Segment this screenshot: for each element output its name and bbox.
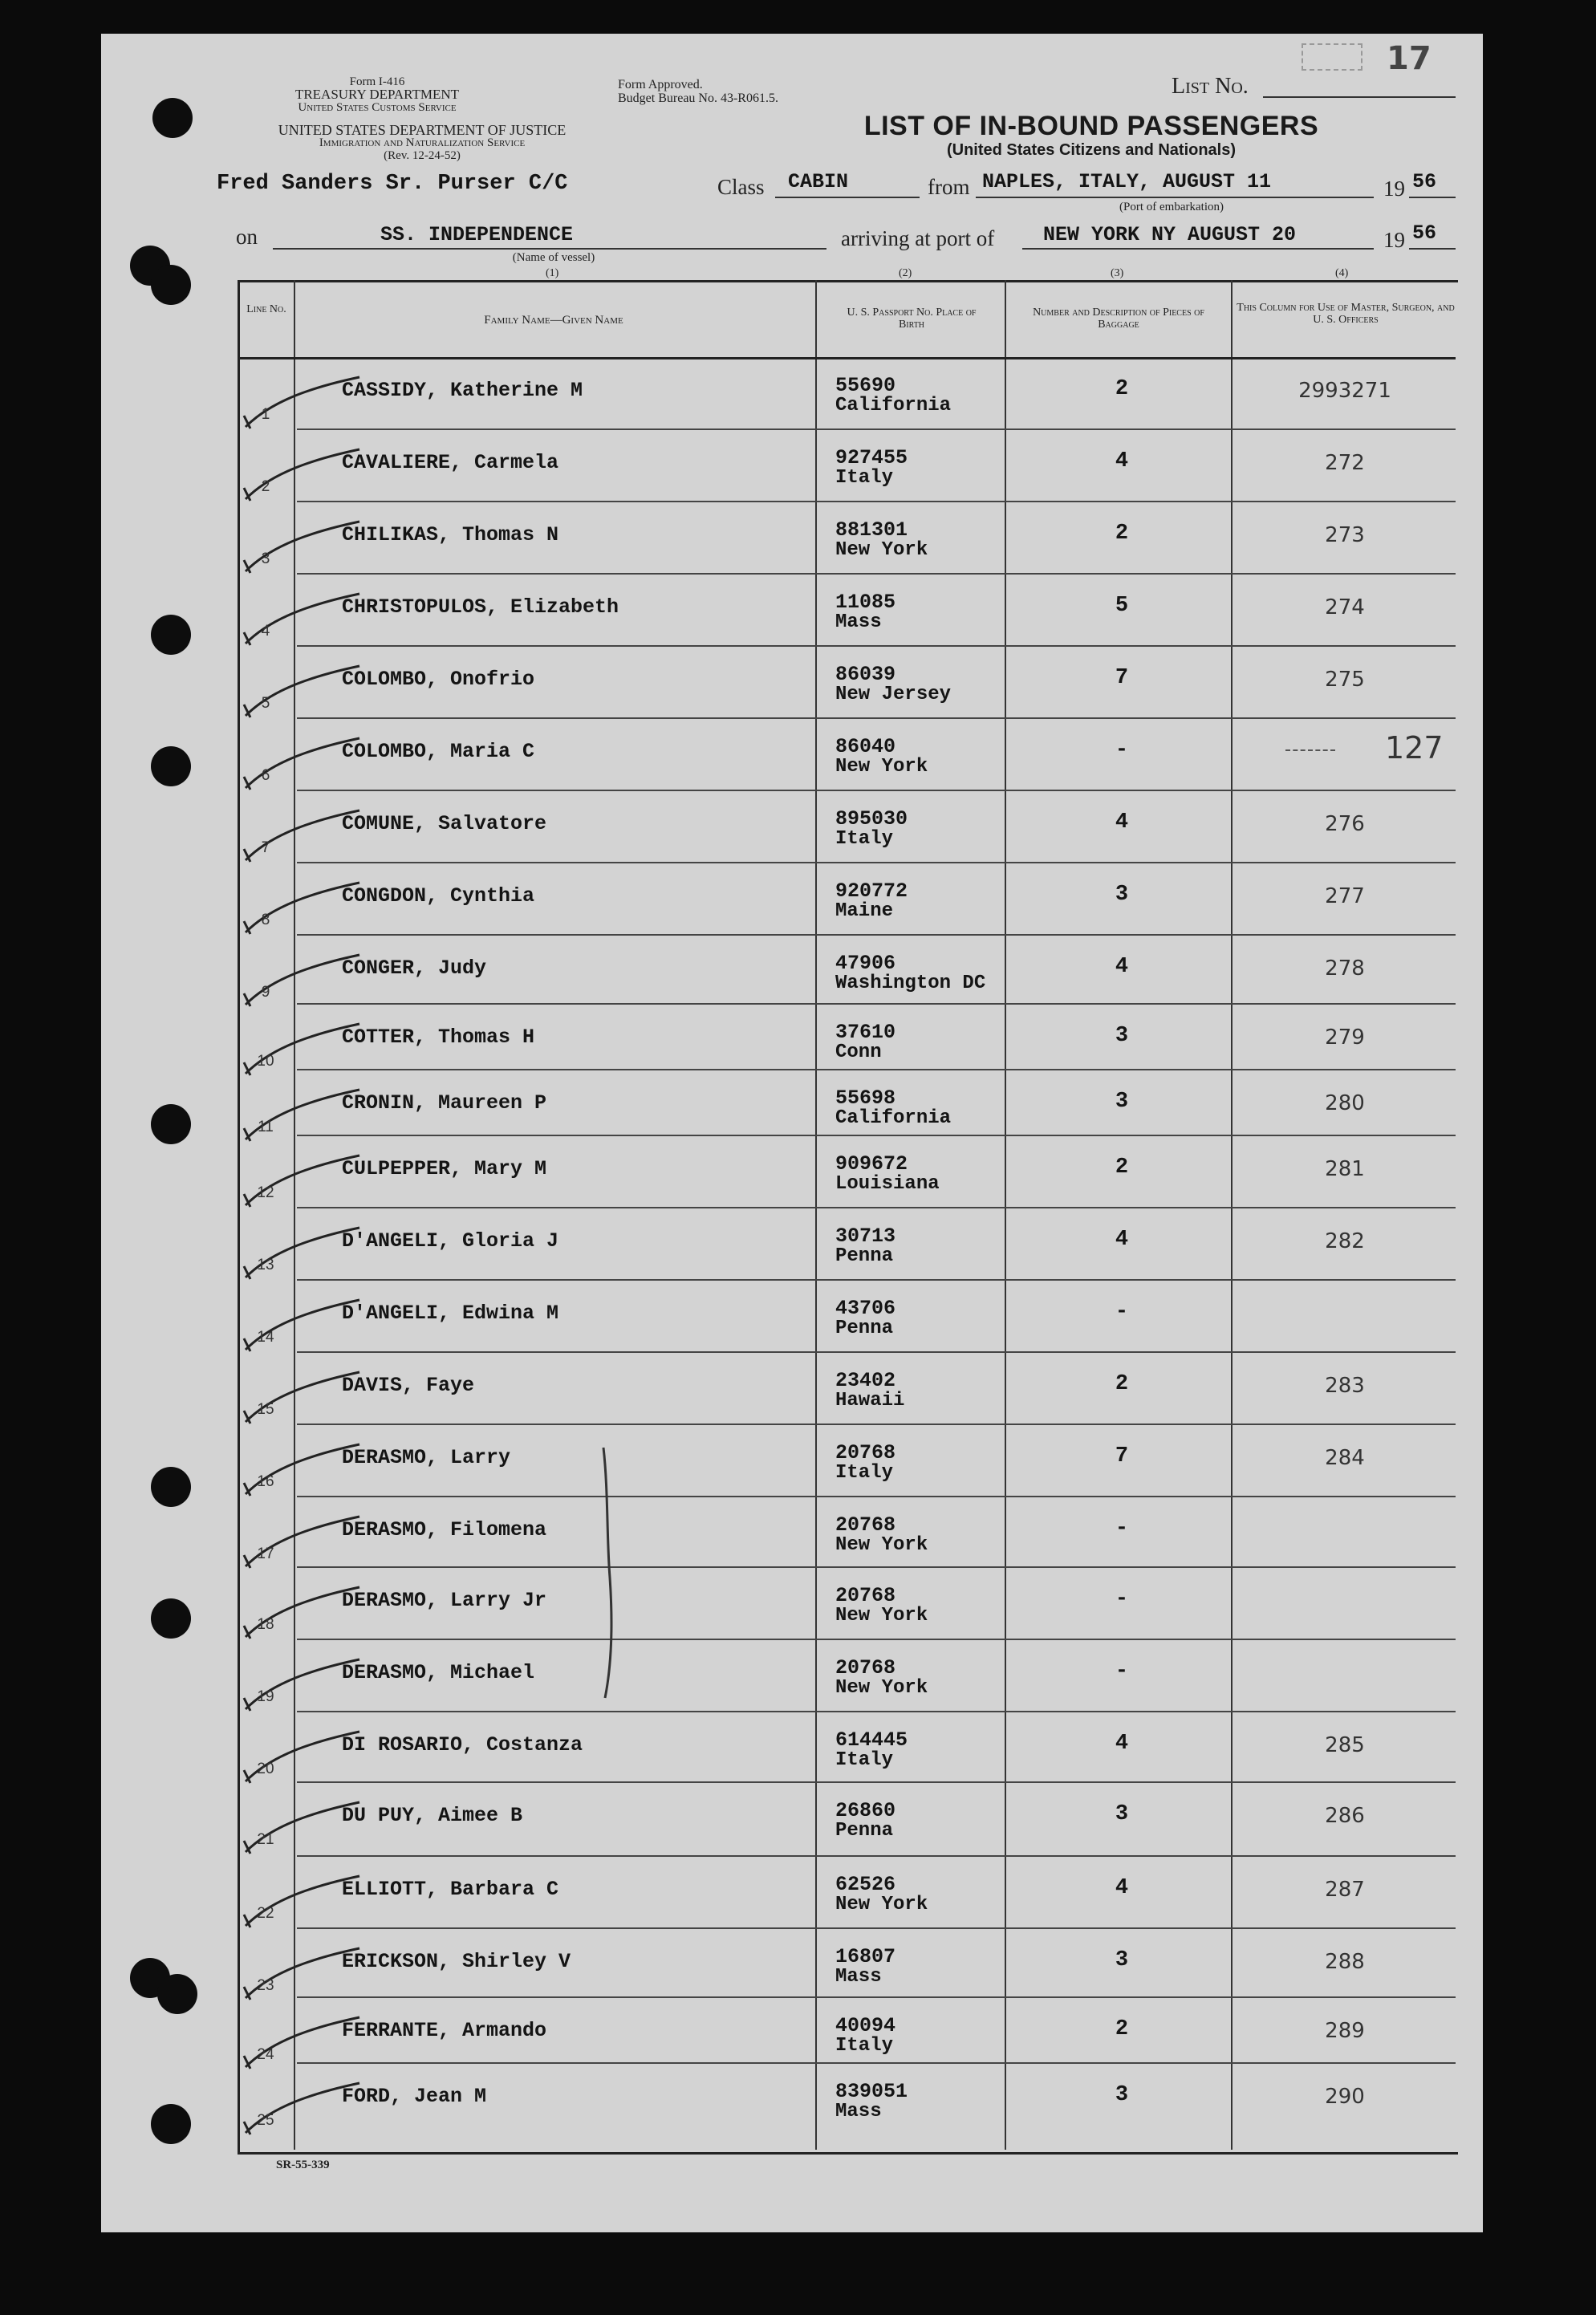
- line-number: 6: [261, 767, 270, 784]
- passenger-name: CULPEPPER, Mary M: [342, 1157, 547, 1180]
- official-number: 285: [1325, 1733, 1365, 1757]
- line-number: 12: [257, 1184, 274, 1201]
- passenger-name: DERASMO, Larry: [342, 1446, 511, 1469]
- place-of-birth: Penna: [835, 1820, 894, 1842]
- vessel-name: SS. INDEPENDENCE: [380, 223, 574, 246]
- passport-number: 20768: [835, 1441, 896, 1464]
- punch-hole: [151, 1104, 191, 1144]
- place-of-birth: Italy: [835, 467, 894, 489]
- place-of-birth: New York: [835, 1605, 928, 1627]
- place-of-birth: Washington DC: [835, 973, 986, 994]
- passenger-name: ERICKSON, Shirley V: [342, 1950, 571, 1973]
- customs-service: United States Customs Service: [298, 101, 457, 114]
- line-number: 10: [257, 1053, 274, 1070]
- passport-number: 37610: [835, 1021, 896, 1044]
- table-row: [238, 1929, 1456, 2001]
- baggage-count: 3: [1115, 1948, 1129, 1972]
- place-of-birth: Hawaii: [835, 1390, 905, 1411]
- purser-name: Fred Sanders Sr. Purser C/C: [217, 172, 568, 196]
- line-number: 8: [261, 912, 270, 928]
- baggage-count: 3: [1115, 1090, 1129, 1114]
- row-midline: [815, 464, 1456, 465]
- table-row: [238, 863, 1456, 936]
- official-number: 275: [1325, 668, 1365, 692]
- row-midline: [815, 1459, 1456, 1460]
- col-header-name: Family Name—Given Name: [484, 314, 623, 327]
- baggage-count: 2: [1115, 1372, 1129, 1396]
- official-number: 290: [1325, 2085, 1365, 2109]
- row-midline: [815, 1963, 1456, 1964]
- baggage-count: 2: [1115, 1155, 1129, 1180]
- punch-hole: [151, 615, 191, 655]
- baggage-count: 2: [1115, 522, 1129, 546]
- table-row: [238, 1712, 1456, 1785]
- passenger-name: CONGER, Judy: [342, 956, 487, 980]
- table-row: [238, 1640, 1456, 1712]
- official-number: 281: [1325, 1157, 1365, 1181]
- table-row: [238, 1497, 1456, 1570]
- place-of-birth: Italy: [835, 828, 894, 850]
- line-number: 16: [257, 1473, 274, 1490]
- form-number: Form I-416: [349, 75, 405, 88]
- line-number: 18: [257, 1616, 274, 1633]
- passport-number: 86040: [835, 735, 896, 758]
- row-midline: [815, 536, 1456, 538]
- baggage-count: 3: [1115, 1024, 1129, 1048]
- official-number: 289: [1325, 2019, 1365, 2043]
- line-number: 13: [257, 1257, 274, 1273]
- row-midline: [815, 753, 1456, 754]
- family-bracket: [594, 1441, 626, 1706]
- table-row: [238, 936, 1456, 1008]
- official-number: 282: [1325, 1229, 1365, 1253]
- baggage-count: -: [1115, 1300, 1129, 1324]
- table-row: [238, 1568, 1456, 1640]
- baggage-count: 7: [1115, 666, 1129, 690]
- row-midline: [815, 1387, 1456, 1388]
- passport-number: 26860: [835, 1799, 896, 1822]
- punch-hole: [151, 2104, 191, 2144]
- table-row: [238, 647, 1456, 719]
- official-number: 286: [1325, 1804, 1365, 1828]
- line-number: 19: [257, 1688, 274, 1705]
- passport-number: 55698: [835, 1086, 896, 1110]
- col-header-baggage: Number and Description of Pieces of Baggage: [1033, 307, 1204, 331]
- passport-number: 62526: [835, 1873, 896, 1896]
- passenger-name: CRONIN, Maureen P: [342, 1091, 547, 1115]
- passenger-name: COLOMBO, Maria C: [342, 740, 535, 763]
- vessel-name-label: (Name of vessel): [512, 251, 595, 264]
- punch-hole: [151, 1467, 191, 1507]
- place-of-birth: California: [835, 1107, 952, 1129]
- passport-number: 30713: [835, 1225, 896, 1248]
- place-of-birth: Italy: [835, 2035, 894, 2057]
- passport-number: 839051: [835, 2080, 908, 2103]
- line-number: 2: [261, 478, 270, 495]
- passenger-name: FORD, Jean M: [342, 2085, 487, 2108]
- col-header-officers: This Column for Use of Master, Surgeon, and U. S. Officers: [1237, 302, 1455, 326]
- row-midline: [815, 1602, 1456, 1603]
- place-of-birth: Italy: [835, 1749, 894, 1771]
- line-number: 25: [257, 2112, 274, 2129]
- table-row: [238, 1998, 1456, 2070]
- row-midline: [815, 2098, 1456, 2099]
- row-midline: [815, 680, 1456, 682]
- immigration-service: Immigration and Naturalization Service: [319, 136, 526, 149]
- row-midline: [815, 1170, 1456, 1172]
- passenger-name: D'ANGELI, Edwina M: [342, 1302, 559, 1325]
- row-midline: [815, 897, 1456, 899]
- passport-number: 20768: [835, 1513, 896, 1537]
- line-number: 9: [261, 984, 270, 1001]
- passenger-name: ELLIOTT, Barbara C: [342, 1878, 559, 1901]
- line-number: 11: [258, 1119, 274, 1135]
- row-midline: [815, 825, 1456, 826]
- place-of-birth: New York: [835, 1894, 928, 1915]
- table-row: [238, 1783, 1456, 1855]
- list-number: 17: [1387, 40, 1432, 77]
- row-midline: [815, 969, 1456, 971]
- place-of-birth: New York: [835, 1534, 928, 1556]
- row-midline: [815, 1104, 1456, 1106]
- passport-number: 895030: [835, 807, 908, 831]
- line-number: 24: [257, 2046, 274, 2063]
- passport-number: 47906: [835, 952, 896, 975]
- passenger-name: DAVIS, Faye: [342, 1374, 475, 1397]
- place-of-birth: Penna: [835, 1245, 894, 1267]
- baggage-count: 7: [1115, 1444, 1129, 1468]
- on-label: on: [236, 225, 258, 249]
- year-prefix: 19: [1383, 177, 1405, 201]
- from-label: from: [928, 175, 970, 199]
- official-number: 288: [1325, 1950, 1365, 1974]
- passenger-name: D'ANGELI, Gloria J: [342, 1229, 559, 1253]
- col-number-3: (3): [1111, 267, 1124, 279]
- line-number: 17: [257, 1545, 274, 1562]
- line-number: 1: [261, 406, 270, 423]
- punch-hole: [151, 1598, 191, 1639]
- place-of-birth: New Jersey: [835, 684, 952, 705]
- line-number: 20: [257, 1761, 274, 1777]
- passenger-name: CHRISTOPULOS, Elizabeth: [342, 595, 619, 619]
- row-midline: [815, 1531, 1456, 1533]
- passenger-name: COLOMBO, Onofrio: [342, 668, 535, 691]
- table-row: [238, 791, 1456, 863]
- table-row: [238, 719, 1456, 791]
- line-number: 7: [261, 839, 270, 856]
- passenger-name: DERASMO, Larry Jr: [342, 1589, 547, 1612]
- place-of-birth: Mass: [835, 1966, 882, 1988]
- place-of-birth: Maine: [835, 900, 894, 922]
- place-of-birth: Italy: [835, 1462, 894, 1484]
- passenger-name: DU PUY, Aimee B: [342, 1804, 523, 1827]
- baggage-count: 4: [1115, 1228, 1129, 1252]
- baggage-count: 4: [1115, 810, 1129, 835]
- row-midline: [815, 392, 1456, 393]
- baggage-count: 4: [1115, 1876, 1129, 1900]
- baggage-count: 4: [1115, 955, 1129, 979]
- col-number-2: (2): [899, 267, 912, 279]
- place-of-birth: California: [835, 395, 952, 416]
- form-revision: (Rev. 12-24-52): [384, 149, 461, 162]
- passenger-name: CAVALIERE, Carmela: [342, 451, 559, 474]
- list-no-label: List No.: [1172, 74, 1249, 99]
- official-number: 272: [1325, 451, 1365, 475]
- margin-note: 127: [1385, 730, 1444, 766]
- place-of-birth: Conn: [835, 1042, 882, 1063]
- official-number: 278: [1325, 956, 1365, 981]
- passport-number: 20768: [835, 1584, 896, 1607]
- arrival-port: NEW YORK NY AUGUST 20: [1043, 223, 1297, 246]
- punch-hole: [152, 98, 193, 138]
- row-midline: [815, 1817, 1456, 1818]
- table-row: [238, 2064, 1456, 2136]
- place-of-birth: New York: [835, 539, 928, 561]
- budget-bureau: Budget Bureau No. 43-R061.5.: [618, 91, 778, 105]
- passport-number: 881301: [835, 518, 908, 542]
- table-row: [238, 502, 1456, 575]
- class-label: Class: [717, 175, 765, 199]
- baggage-count: 3: [1115, 883, 1129, 907]
- col-header-passport: U. S. Passport No. Place of Birth: [847, 307, 977, 331]
- punch-hole: [157, 1974, 197, 2014]
- page-title: LIST OF IN-BOUND PASSENGERS: [863, 111, 1319, 141]
- erased-mark: [1285, 749, 1335, 753]
- passport-number: 86039: [835, 663, 896, 686]
- punch-hole: [151, 746, 191, 786]
- baggage-count: 2: [1115, 2017, 1129, 2041]
- page-subtitle: (United States Citizens and Nationals): [946, 141, 1237, 159]
- punch-hole: [151, 265, 191, 305]
- baggage-count: 5: [1115, 594, 1129, 618]
- table-row: [238, 1005, 1456, 1077]
- passport-number: 909672: [835, 1152, 908, 1176]
- justice-department: UNITED STATES DEPARTMENT OF JUSTICE: [278, 122, 567, 138]
- place-of-birth: Mass: [835, 611, 882, 633]
- baggage-count: 3: [1115, 1802, 1129, 1826]
- col-number-4: (4): [1335, 267, 1349, 279]
- row-midline: [815, 1038, 1456, 1040]
- table-row: [238, 575, 1456, 647]
- passport-number: 927455: [835, 446, 908, 469]
- passenger-name: DERASMO, Michael: [342, 1661, 535, 1684]
- baggage-count: 2: [1115, 377, 1129, 401]
- passport-number: 55690: [835, 374, 896, 397]
- table-row: [238, 1208, 1456, 1281]
- col-number-1: (1): [546, 267, 559, 279]
- row-midline: [815, 1674, 1456, 1675]
- port-embarkation-label: (Port of embarkation): [1119, 201, 1224, 213]
- passenger-name: DI ROSARIO, Costanza: [342, 1733, 583, 1757]
- passenger-name: CHILIKAS, Thomas N: [342, 523, 559, 546]
- year-prefix-2: 19: [1383, 228, 1405, 252]
- baggage-count: -: [1115, 738, 1129, 762]
- baggage-count: 4: [1115, 1732, 1129, 1756]
- passenger-name: CONGDON, Cynthia: [342, 884, 535, 908]
- official-number: 284: [1325, 1446, 1365, 1470]
- baggage-count: 4: [1115, 449, 1129, 473]
- baggage-count: -: [1115, 1659, 1129, 1683]
- passenger-name: COTTER, Thomas H: [342, 1026, 535, 1049]
- line-number: 5: [261, 695, 270, 712]
- official-number: 2993271: [1298, 379, 1391, 403]
- line-number: 22: [257, 1905, 274, 1922]
- place-of-birth: Mass: [835, 2101, 882, 2122]
- table-row: [238, 1857, 1456, 1929]
- line-number: 23: [257, 1977, 274, 1994]
- table-row: [238, 1353, 1456, 1425]
- place-of-birth: New York: [835, 756, 928, 778]
- baggage-count: 3: [1115, 2083, 1129, 2107]
- row-midline: [815, 608, 1456, 610]
- class-value: CABIN: [788, 170, 849, 193]
- table-row: [238, 1281, 1456, 1353]
- passport-number: 614445: [835, 1728, 908, 1752]
- stamp-box: [1302, 43, 1362, 71]
- line-number: 15: [257, 1401, 274, 1418]
- passenger-name: DERASMO, Filomena: [342, 1518, 547, 1541]
- official-number: 273: [1325, 523, 1365, 547]
- row-midline: [815, 2032, 1456, 2033]
- table-row: [238, 1070, 1456, 1143]
- baggage-count: -: [1115, 1517, 1129, 1541]
- passport-number: 920772: [835, 879, 908, 903]
- footer-code: SR-55-339: [276, 2159, 330, 2171]
- table-row: [238, 430, 1456, 502]
- passenger-name: FERRANTE, Armando: [342, 2019, 547, 2042]
- passport-number: 11085: [835, 591, 896, 614]
- official-number: 283: [1325, 1374, 1365, 1398]
- place-of-birth: New York: [835, 1677, 928, 1699]
- baggage-count: -: [1115, 1587, 1129, 1611]
- passenger-name: COMUNE, Salvatore: [342, 812, 547, 835]
- line-number: 21: [257, 1831, 274, 1848]
- row-midline: [815, 1314, 1456, 1316]
- official-number: 274: [1325, 595, 1365, 619]
- year-embark: 56: [1412, 170, 1437, 193]
- official-number: 277: [1325, 884, 1365, 908]
- table-row: [238, 1425, 1456, 1497]
- passport-number: 23402: [835, 1369, 896, 1392]
- place-of-birth: Penna: [835, 1318, 894, 1339]
- table-row: [238, 358, 1456, 430]
- line-number: 3: [261, 550, 270, 567]
- official-number: 276: [1325, 812, 1365, 836]
- official-number: 287: [1325, 1878, 1365, 1902]
- year-arrival: 56: [1412, 221, 1437, 245]
- official-number: 280: [1325, 1091, 1365, 1115]
- official-number: 279: [1325, 1026, 1365, 1050]
- passport-number: 40094: [835, 2014, 896, 2037]
- table-row: [238, 1136, 1456, 1208]
- row-midline: [815, 1891, 1456, 1892]
- arriving-label: arriving at port of: [841, 226, 995, 250]
- line-number: 4: [261, 623, 270, 640]
- place-of-birth: Louisiana: [835, 1173, 940, 1195]
- treasury-department: TREASURY DEPARTMENT: [294, 87, 460, 102]
- line-number: 14: [257, 1329, 274, 1346]
- col-header-line-no: Line No.: [246, 303, 286, 315]
- embarkation-value: NAPLES, ITALY, AUGUST 11: [982, 170, 1272, 193]
- form-approved: Form Approved.: [618, 78, 703, 91]
- passenger-name: CASSIDY, Katherine M: [342, 379, 583, 402]
- passport-number: 20768: [835, 1656, 896, 1679]
- row-midline: [815, 1746, 1456, 1748]
- passport-number: 16807: [835, 1945, 896, 1968]
- row-midline: [815, 1242, 1456, 1244]
- passport-number: 43706: [835, 1297, 896, 1320]
